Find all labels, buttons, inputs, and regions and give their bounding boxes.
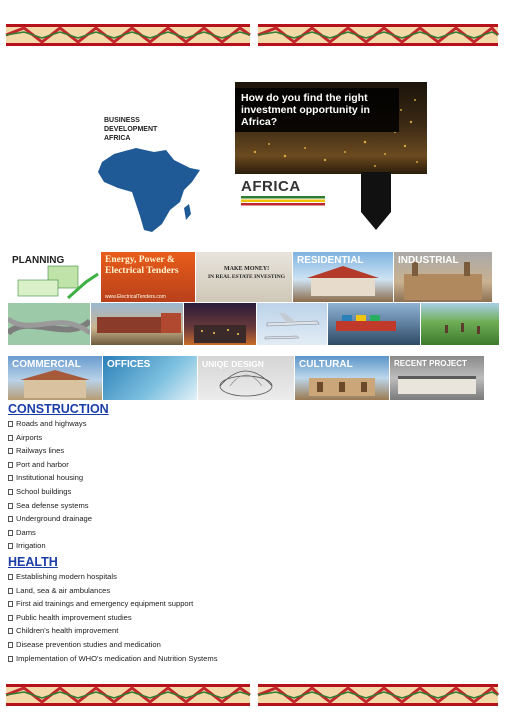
health-title: HEALTH: [8, 554, 58, 569]
bullet-icon: [8, 516, 13, 522]
bullet-icon: [8, 656, 13, 662]
border-pattern-left: [6, 24, 250, 46]
list-item-text: First aid trainings and emergency equipment support: [16, 599, 194, 609]
hero-brand: AFRICA: [241, 178, 301, 195]
bullet-icon: [8, 615, 13, 621]
tile-energy[interactable]: [101, 252, 195, 302]
list-item: [8, 444, 498, 458]
list-item-text: Underground drainage: [16, 514, 92, 524]
list-item-text: Disease prevention studies and medication: [16, 639, 161, 649]
top-decorative-border: [0, 24, 509, 46]
tile-port[interactable]: [328, 303, 420, 345]
tile-label-energy: Energy, Power & Electrical Tenders: [105, 255, 179, 276]
list-item-text: Sea defense systems: [16, 500, 89, 510]
tile-label-commercial: COMMERCIAL: [12, 359, 81, 370]
bullet-icon: [8, 448, 13, 454]
content-section: [8, 402, 498, 665]
list-item: [8, 431, 498, 445]
tile-commercial[interactable]: [8, 356, 102, 400]
list-item: [8, 485, 498, 499]
list-item-text: Establishing modern hospitals: [16, 571, 117, 581]
tile-offices[interactable]: [103, 356, 197, 400]
flag-stripes-icon: [241, 196, 325, 206]
bullet-icon: [8, 574, 13, 580]
real-estate-sub: IN REAL ESTATE INVESTING: [208, 274, 285, 280]
tile-railway[interactable]: [91, 303, 183, 345]
bda-logo: [96, 116, 206, 236]
list-item: [8, 512, 498, 526]
list-item-text: Roads and highways: [16, 419, 87, 428]
tile-label-planning: PLANNING: [12, 255, 65, 266]
tile-label-cultural: CULTURAL: [299, 359, 353, 370]
bottom-decorative-border: [0, 684, 509, 706]
list-item-text: Land, sea & air ambulances: [16, 585, 111, 595]
list-item-text: Institutional housing: [16, 473, 84, 483]
list-item: [8, 597, 498, 611]
list-item: [8, 624, 498, 638]
list-item-text: Railways lines: [16, 446, 65, 456]
bullet-icon: [8, 628, 13, 634]
tile-cultural[interactable]: [295, 356, 389, 400]
tile-planning[interactable]: [8, 252, 100, 302]
list-item: [8, 526, 498, 540]
tile-unique-design[interactable]: [198, 356, 294, 400]
bullet-icon: [8, 489, 13, 495]
tile-label-offices: OFFICES: [107, 359, 151, 370]
real-estate-headline: MAKE MONEY!: [224, 266, 270, 272]
list-item: [8, 458, 498, 472]
bullet-icon: [8, 462, 13, 468]
bullet-icon: [8, 642, 13, 648]
list-item: [8, 539, 498, 553]
list-item-text: Public health improvement studies: [16, 612, 132, 622]
tile-label-residential: RESIDENTIAL: [297, 255, 364, 266]
list-item: [8, 652, 498, 666]
bullet-icon: [8, 475, 13, 481]
bullet-icon: [8, 503, 13, 509]
list-item-text: School buildings: [16, 486, 72, 496]
bullet-icon: [8, 530, 13, 536]
border-pattern-right: [258, 684, 498, 706]
health-list: [8, 570, 498, 665]
tile-irrigation[interactable]: [421, 303, 499, 345]
tile-airport[interactable]: [257, 303, 327, 345]
list-item: [8, 570, 498, 584]
bullet-icon: [8, 435, 13, 441]
tile-highway[interactable]: [8, 303, 90, 345]
list-item-text: Implementation of WHO's medication and Nutrition Systems: [16, 653, 218, 663]
africa-map-icon: [96, 146, 206, 236]
bullet-icon: [8, 543, 13, 549]
bullet-icon: [8, 588, 13, 594]
hero-question: How do you find the right investment opportunity in Africa?: [235, 88, 399, 132]
construction-list: [8, 417, 498, 553]
tile-industrial[interactable]: [394, 252, 492, 302]
list-item-text: Airports: [16, 432, 43, 442]
list-item: [8, 417, 498, 431]
list-item-text: Irrigation: [16, 541, 46, 551]
list-item: [8, 584, 498, 598]
list-item: [8, 638, 498, 652]
tile-power-plant[interactable]: [184, 303, 256, 345]
logo-text: BUSINESS DEVELOPMENT AFRICA: [104, 117, 158, 142]
tile-real-estate[interactable]: [196, 252, 292, 302]
bullet-icon: [8, 421, 13, 427]
shield-icon: [361, 172, 391, 230]
list-item: [8, 611, 498, 625]
bullet-icon: [8, 601, 13, 607]
border-pattern-right: [258, 24, 498, 46]
energy-url: www.ElectricalTenders.com: [105, 294, 166, 300]
list-item-text: Children's health improvement: [16, 626, 119, 636]
list-item: [8, 499, 498, 513]
tile-recent-project[interactable]: [390, 356, 484, 400]
tile-label-recent-project: RECENT PROJECT: [394, 359, 467, 368]
list-item-text: Dams: [16, 527, 36, 537]
list-item-text: Port and harbor: [16, 459, 69, 469]
tile-label-unique-design: UNIQE DESIGN: [202, 359, 264, 369]
tile-residential[interactable]: [293, 252, 393, 302]
list-item: [8, 471, 498, 485]
construction-title: CONSTRUCTION: [8, 402, 109, 416]
border-pattern-left: [6, 684, 250, 706]
hero-banner: [235, 82, 427, 230]
tile-label-industrial: INDUSTRIAL: [398, 255, 459, 266]
